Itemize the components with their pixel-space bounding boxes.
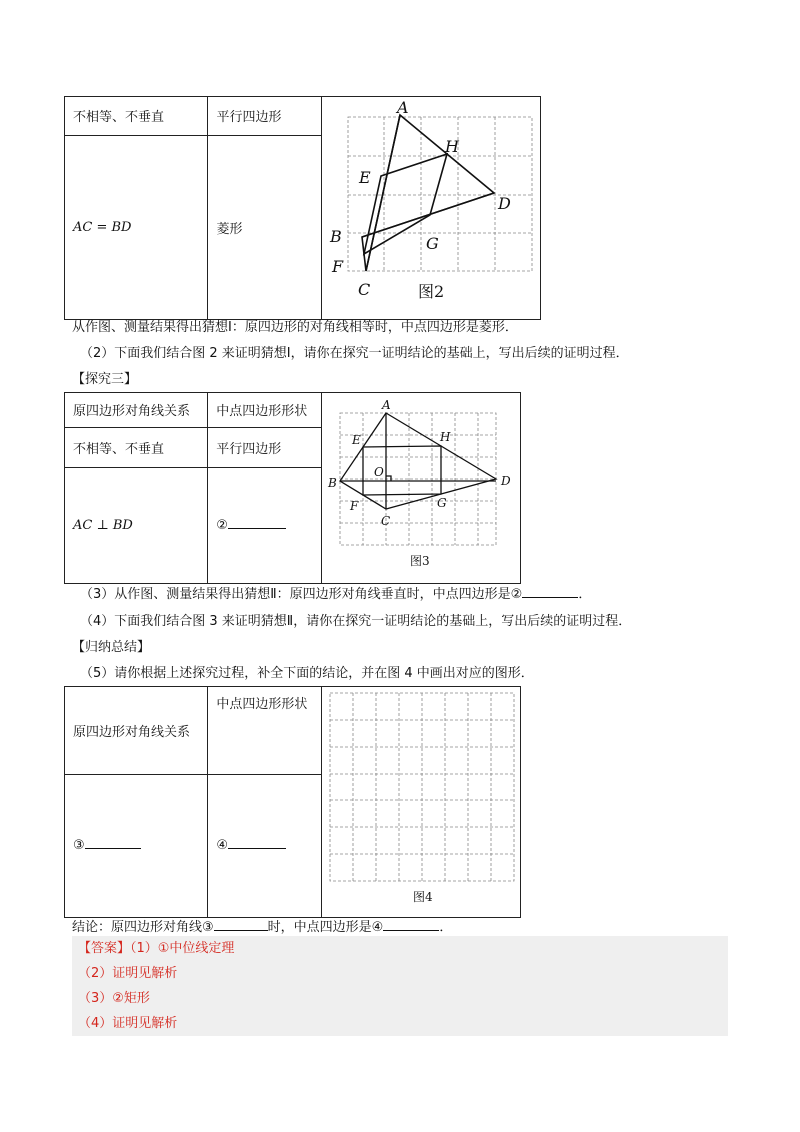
fig2-label-b: B xyxy=(329,227,342,246)
fig2-label-c: C xyxy=(357,280,371,299)
answer-line-2: （2）证明见解析 xyxy=(78,966,178,981)
fig3-label-e: E xyxy=(351,433,361,447)
table-explore-3 xyxy=(64,392,521,584)
conclusion-part1: 结论：原四边形对角线③ xyxy=(72,920,214,935)
answer-block xyxy=(72,936,728,1036)
para3-text: （3）从作图、测量结果得出猜想Ⅱ：原四边形对角线垂直时，中点四边形是② xyxy=(80,587,523,602)
answer-line-4: （4）证明见解析 xyxy=(78,1016,178,1031)
t3-header-relation: 原四边形对角线关系 xyxy=(65,393,208,428)
conclusion-part3: ． xyxy=(439,920,453,935)
fig3-label-a: A xyxy=(381,398,391,412)
para3-blank[interactable] xyxy=(522,596,578,598)
fig2-caption: 图2 xyxy=(417,282,445,301)
para3-end: ． xyxy=(578,587,592,602)
section-summary: 【归纳总结】 xyxy=(72,640,151,655)
fig2-label-h: H xyxy=(444,137,459,156)
t4-answer-blank-4[interactable] xyxy=(228,847,286,849)
figure-4-cell xyxy=(321,687,520,918)
t4-answer-mark-4: ④ xyxy=(216,838,228,854)
fig2-label-f: F xyxy=(331,257,344,276)
figure-2-cell xyxy=(321,97,540,320)
fig3-label-o: O xyxy=(373,465,384,479)
t3-answer-mark-2: ② xyxy=(216,518,228,534)
figure-2 xyxy=(322,97,540,315)
t4-header-shape: 中点四边形形状 xyxy=(208,687,322,775)
fig3-label-h: H xyxy=(439,430,451,444)
figure-3 xyxy=(322,393,520,579)
para-question-5: （5）请你根据上述探究过程，补全下面的结论，并在图 4 中画出对应的图形． xyxy=(80,666,534,681)
para-conjecture-1: 从作图、测量结果得出猜想Ⅰ：原四边形的对角线相等时，中点四边形是菱形． xyxy=(72,320,518,335)
t3-answer-blank-2[interactable] xyxy=(228,527,286,529)
cell-relation-2: AC = BD xyxy=(65,135,208,319)
fig2-label-a: A xyxy=(396,98,409,117)
t4-header-relation: 原四边形对角线关系 xyxy=(65,687,208,775)
figure-4 xyxy=(322,687,520,913)
cell-shape-1: 平行四边形 xyxy=(208,97,322,136)
fig3-label-c: C xyxy=(380,514,391,528)
conclusion-blank-3[interactable] xyxy=(214,929,268,931)
section-explore-3: 【探究三】 xyxy=(72,372,138,387)
figure-3-cell xyxy=(321,393,520,584)
answer-line-1: 【答案】（1）①中位线定理 xyxy=(78,941,235,956)
cell-relation-1: 不相等、不垂直 xyxy=(65,97,208,136)
para-conjecture-2 xyxy=(80,583,591,602)
t3-cell-shape-1: 平行四边形 xyxy=(208,427,322,468)
fig3-label-d: D xyxy=(500,474,511,488)
fig3-label-g: G xyxy=(436,496,447,510)
t4-answer-blank-3[interactable] xyxy=(85,847,141,849)
fig2-label-g: G xyxy=(425,234,439,253)
fig3-label-f: F xyxy=(349,499,359,513)
answer-line-3: （3）②矩形 xyxy=(78,991,150,1006)
conclusion-blank-4[interactable] xyxy=(383,929,439,931)
t3-cell-relation-2: AC ⊥ BD xyxy=(65,468,208,584)
t4-answer-mark-3: ③ xyxy=(73,838,85,854)
fig4-caption: 图4 xyxy=(412,890,433,904)
conclusion-line xyxy=(72,916,452,935)
fig2-label-e: E xyxy=(358,168,371,187)
cell-shape-2: 菱形 xyxy=(208,135,322,319)
conclusion-part2: 时，中点四边形是④ xyxy=(267,920,384,935)
table-explore-2 xyxy=(64,96,541,320)
fig3-label-b: B xyxy=(327,476,337,490)
t3-header-shape: 中点四边形形状 xyxy=(208,393,322,428)
fig2-label-d: D xyxy=(497,194,511,213)
t4-cell-shape xyxy=(208,774,322,917)
fig3-caption: 图3 xyxy=(409,554,430,568)
t3-cell-relation-1: 不相等、不垂直 xyxy=(65,427,208,468)
t3-cell-shape-2 xyxy=(208,468,322,584)
para-question-4: （4）下面我们结合图 3 来证明猜想Ⅱ，请你在探究一证明结论的基础上，写出后续的证明过程． xyxy=(80,614,632,629)
table-summary xyxy=(64,686,521,918)
t4-cell-relation xyxy=(65,774,208,917)
para-question-2: （2）下面我们结合图 2 来证明猜想Ⅰ，请你在探究一证明结论的基础上，写出后续的证明过程． xyxy=(80,346,629,361)
